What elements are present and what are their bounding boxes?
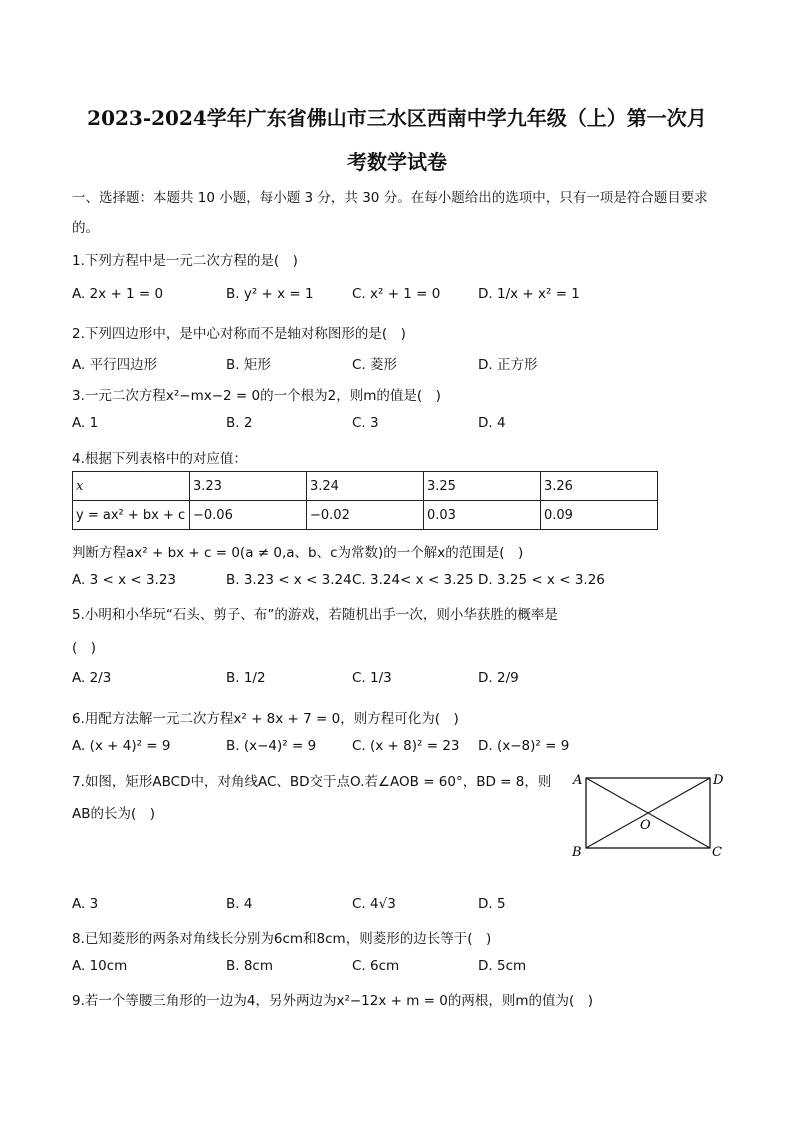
q7-option-d: D. 5 [478,896,506,912]
table-cell: 3.24 [307,472,424,501]
q1-option-b: B. y² + x = 1 [226,286,314,302]
q9-stem: 9.若一个等腰三角形的一边为4，另外两边为x²−12x + m = 0的两根，则m的值为( ) [72,993,594,1009]
q2-option-b: B. 矩形 [226,357,271,373]
q6-option-d: D. (x−8)² = 9 [478,738,570,754]
q2-option-c: C. 菱形 [352,357,398,373]
q1-option-c: C. x² + 1 = 0 [352,286,441,302]
q3-stem: 3.一元二次方程x²−mx−2 = 0的一个根为2，则m的值是( ) [72,388,441,404]
q4-option-a: A. 3 < x < 3.23 [72,572,177,588]
table-cell: 3.25 [424,472,541,501]
q5-option-d: D. 2/9 [478,670,519,686]
q5-stem: 5.小明和小华玩“石头、剪子、布”的游戏，若随机出手一次，则小华获胜的概率是 [72,607,558,623]
q7-stem: 7.如图，矩形ABCD中，对角线AC、BD交于点O.若∠AOB = 60°，BD = 8，则 [72,774,552,790]
section-heading: 一、选择题：本题共 10 小题，每小题 3 分，共 30 分。在每小题给出的选项中，只有一项是符合题目要求 [72,190,708,206]
table-cell: 3.23 [190,472,307,501]
center-label-o: O [640,818,651,833]
title-line-2: 考数学试卷 [347,150,447,174]
vertex-label-d: D [713,773,724,788]
q6-stem: 6.用配方法解一元二次方程x² + 8x + 7 = 0，则方程可化为( ) [72,711,459,727]
q1-stem: 1.下列方程中是一元二次方程的是( ) [72,253,298,269]
rectangle-abcd-figure [568,768,728,860]
q1-option-d: D. 1/x + x² = 1 [478,286,580,302]
q4-question: 判断方程ax² + bx + c = 0(a ≠ 0,a、b、c为常数)的一个解x的范围是( ) [72,545,524,561]
q5-option-c: C. 1/3 [352,670,392,686]
section-heading-cont: 的。 [72,220,99,236]
q7-option-c: C. 4√3 [352,896,396,912]
vertex-label-a: A [573,773,583,788]
q3-option-a: A. 1 [72,415,99,431]
q5-option-b: B. 1/2 [226,670,266,686]
q6-option-a: A. (x + 4)² = 9 [72,738,171,754]
table-cell: x [73,472,190,501]
q2-option-d: D. 正方形 [478,357,538,373]
q2-option-a: A. 平行四边形 [72,357,158,373]
q8-stem: 8.已知菱形的两条对角线长分别为6cm和8cm，则菱形的边长等于( ) [72,931,492,947]
table-cell: −0.02 [307,501,424,530]
q5-stem-cont: ( ) [72,640,97,656]
table-cell: 0.09 [541,501,658,530]
q6-option-c: C. (x + 8)² = 23 [352,738,460,754]
title-line-1: 2023-2024学年广东省佛山市三水区西南中学九年级（上）第一次月 [87,106,707,130]
q7-option-b: B. 4 [226,896,253,912]
table-cell: 0.03 [424,501,541,530]
q6-option-b: B. (x−4)² = 9 [226,738,317,754]
q4-stem: 4.根据下列表格中的对应值： [72,451,247,467]
q3-option-d: D. 4 [478,415,506,431]
vertex-label-b: B [572,845,582,860]
q1-option-a: A. 2x + 1 = 0 [72,286,164,302]
q3-option-b: B. 2 [226,415,253,431]
q4-value-table [72,471,658,530]
q8-option-c: C. 6cm [352,958,400,974]
q8-option-a: A. 10cm [72,958,128,974]
q8-option-b: B. 8cm [226,958,274,974]
table-row [73,472,658,501]
table-row [73,501,658,530]
q4-option-b: B. 3.23 < x < 3.24 [226,572,352,588]
q5-option-a: A. 2/3 [72,670,112,686]
q4-option-d: D. 3.25 < x < 3.26 [478,572,605,588]
q2-stem: 2.下列四边形中，是中心对称而不是轴对称图形的是( ) [72,326,406,342]
q7-option-a: A. 3 [72,896,99,912]
q8-option-d: D. 5cm [478,958,527,974]
q4-option-c: C. 3.24< x < 3.25 [352,572,474,588]
table-cell: −0.06 [190,501,307,530]
q3-option-c: C. 3 [352,415,379,431]
vertex-label-c: C [712,845,722,860]
table-cell: 3.26 [541,472,658,501]
q7-stem-cont: AB的长为( ) [72,806,156,822]
table-cell: y = ax² + bx + c [73,501,190,530]
